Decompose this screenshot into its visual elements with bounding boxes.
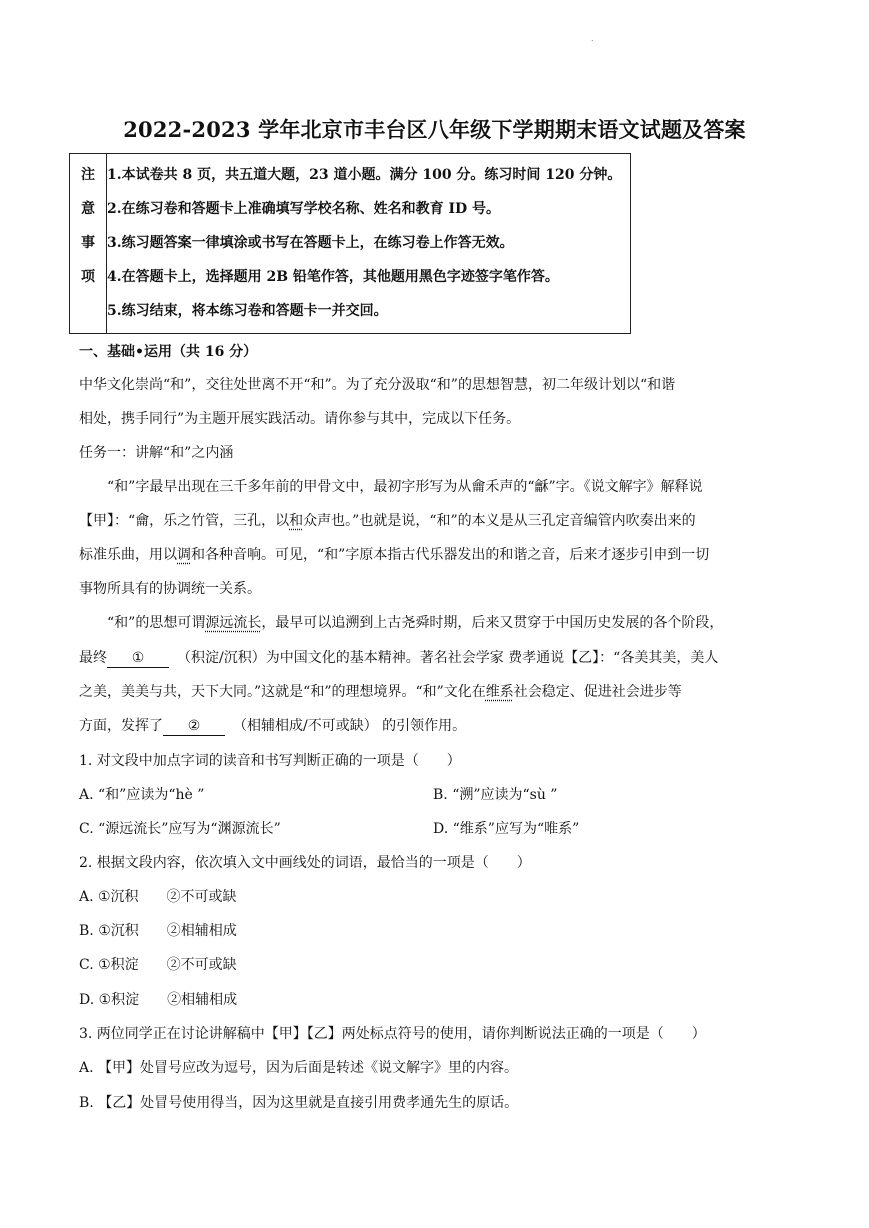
notice-label-char: 意: [81, 201, 95, 217]
passage-text: 众声也。”也就是说，“和”的本义是从三孔定音编管内吹奏出来的: [303, 513, 696, 529]
notice-item: 1.本试卷共 8 页，共五道大题，23 道小题。满分 100 分。练习时间 120 分钟。: [107, 167, 622, 183]
passage-text: 方面，发挥了: [79, 718, 163, 734]
passage-text: ，最早可以追溯到上古尧舜时期，后来又贯穿于中国历史发展的各个阶段，: [261, 615, 724, 631]
passage-line: [79, 648, 718, 668]
notice-item: 4.在答题卡上，选择题用 2B 铅笔作答，其他题用黑色字迹签字笔作答。: [107, 269, 559, 285]
section-heading: 一、基础•运用（共 16 分）: [79, 344, 258, 360]
fill-blank-1: ①: [107, 649, 169, 668]
dotted-char: 维系: [485, 684, 514, 700]
passage-text: 之美，美美与共，天下大同。”这就是“和”的理想境界。“和”文化在: [79, 684, 486, 700]
option-a[interactable]: A. 【甲】处冒号应改为逗号，因为后面是转述《说文解字》里的内容。: [79, 1060, 519, 1076]
passage-line: [107, 613, 723, 633]
notice-item: 2.在练习卷和答题卡上准确填写学校名称、姓名和教育 ID 号。: [107, 201, 501, 217]
option-b[interactable]: B. 【乙】处冒号使用得当，因为这里就是直接引用费孝通先生的原话。: [79, 1095, 519, 1111]
fill-blank-2: ②: [163, 717, 225, 736]
dotted-char: 和: [289, 513, 304, 529]
header-mark: .: [591, 34, 594, 43]
dotted-char: 源远流长: [205, 615, 262, 631]
passage-text: 最终: [79, 650, 107, 666]
option-a[interactable]: A. “和”应读为“hè ”: [79, 787, 205, 803]
task-heading: 任务一：讲解“和”之内涵: [79, 445, 234, 461]
notice-box: [69, 153, 631, 334]
passage-text: 标准乐曲，用以: [79, 547, 177, 563]
intro-text: 相处，携手同行”为主题开展实践活动。请你参与其中，完成以下任务。: [79, 411, 521, 427]
option-d[interactable]: D. “维系”应写为“唯系”: [433, 821, 580, 837]
passage-text: 【甲】：“龠，乐之竹管，三孔，以: [79, 513, 290, 529]
option-c[interactable]: C. “源远流长”应写为“渊源流长”: [79, 821, 281, 837]
notice-label-char: 项: [81, 269, 95, 285]
passage-text: （积淀/沉积）为中国文化的基本精神。著名社会学家 费孝通说【乙】：“各美其美，美人: [177, 650, 719, 666]
option-c[interactable]: C. ①积淀 ②不可或缺: [79, 957, 237, 973]
notice-item: 3.练习题答案一律填涂或书写在答题卡上，在练习卷上作答无效。: [107, 235, 514, 251]
passage-line: [79, 545, 709, 565]
question-stem: 3. 两位同学正在讨论讲解稿中【甲】【乙】两处标点符号的使用，请你判断说法正确的一项是（ ）: [79, 1026, 706, 1042]
page-title: 2022-2023 学年北京市丰台区八年级下学期期末语文试题及答案: [123, 117, 746, 142]
passage-text: 和各种音响。可见，“和”字原本指古代乐器发出的和谐之音，后来才逐步引申到一切: [191, 547, 710, 563]
question-stem: 1. 对文段中加点字词的读音和书写判断正确的一项是（ ）: [79, 753, 461, 769]
passage-line: [79, 716, 466, 736]
option-a[interactable]: A. ①沉积 ②不可或缺: [79, 889, 237, 905]
notice-label-char: 事: [81, 235, 95, 251]
intro-text: 中华文化崇尚“和”，交往处世离不开“和”。为了充分汲取“和”的思想智慧，初二年级计划以“和谐: [79, 377, 676, 393]
passage-line: 事物所具有的协调统一关系。: [79, 581, 261, 597]
notice-item: 5.练习结束，将本练习卷和答题卡一并交回。: [107, 303, 388, 319]
notice-items: [107, 154, 631, 334]
passage-line: [79, 511, 696, 531]
passage-text: （相辅相成/不可或缺） 的引领作用。: [233, 718, 467, 734]
question-stem: 2. 根据文段内容，依次填入文中画线处的词语，最恰当的一项是（ ）: [79, 855, 531, 871]
dotted-char: 调: [177, 547, 191, 563]
notice-label-char: 注: [81, 167, 95, 183]
passage-text: 社会稳定、促进社会进步等: [513, 684, 682, 700]
option-b[interactable]: B. “溯”应读为“sù ”: [433, 787, 558, 803]
notice-label: [70, 154, 107, 334]
passage-text: “和”的思想可谓: [107, 615, 206, 631]
option-d[interactable]: D. ①积淀 ②相辅相成: [79, 992, 238, 1008]
passage-line: [79, 682, 682, 702]
passage-line: “和”字最早出现在三千多年前的甲骨文中，最初字形写为从龠禾声的“龢”字。《说文解字》解释说: [107, 479, 703, 495]
option-b[interactable]: B. ①沉积 ②相辅相成: [79, 923, 237, 939]
